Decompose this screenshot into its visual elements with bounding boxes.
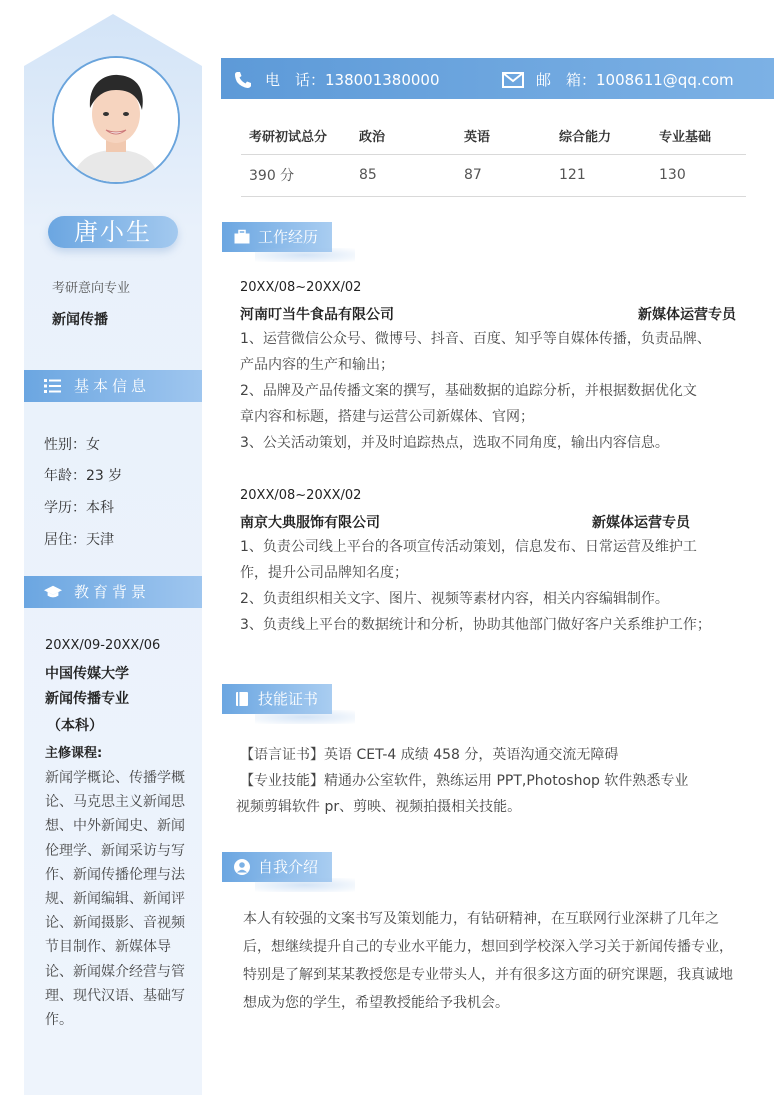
self-introduction: 本人有较强的文案书写及策划能力，有钻研精神，在互联网行业深耕了几年之后，想继续提升自己的专业水平能力，想回到学校深入学习关于新闻传播专业，特别是了解到某某教授您是专业带头人，并有很多这方面的研究课题，我真诚地想成为您的学生，希望教授能给予我机会。	[243, 911, 733, 1011]
score-header: 综合能力	[551, 117, 651, 154]
info-age: 年龄：23 岁	[44, 468, 123, 484]
job-line: 作，提升公司品牌知名度；	[240, 565, 408, 581]
job-line: 1、运营微信公众号、微博号、抖音、百度、知乎等自媒体传播，负责品牌、	[240, 331, 711, 347]
job-description	[240, 326, 752, 456]
job-line: 3、公关活动策划，并及时追踪热点，选取不同角度，输出内容信息。	[240, 435, 669, 451]
score-table	[241, 117, 746, 197]
work-title: 工作经历	[258, 228, 319, 246]
phone-item	[233, 69, 440, 90]
basic-info-header	[24, 370, 202, 402]
score-value: 85	[351, 154, 456, 196]
score-value: 121	[551, 154, 651, 196]
avatar	[52, 56, 180, 184]
email-text: 邮 箱：1008611@qq.com	[536, 71, 734, 89]
job-line: 章内容和标题，搭建与运营公司新媒体、官网；	[240, 409, 534, 425]
score-value-row	[241, 154, 746, 196]
info-residence: 居住：天津	[44, 532, 114, 548]
course-list: 新闻学概论、传播学概论、马克思主义新闻思想、中外新闻史、新闻伦理学、新闻采访与写作、新闻传播伦理与法规、新闻编辑、新闻评论、新闻摄影、音视频节目制作、新媒体导论、新闻媒介经营与管理、现代汉语、基础写作。	[45, 770, 185, 1029]
name-badge: 唐小生	[48, 216, 178, 248]
graduation-cap-icon	[44, 584, 62, 600]
phone-icon	[233, 70, 253, 90]
header-shadow	[255, 878, 355, 892]
user-icon	[234, 859, 250, 875]
about-title: 自我介绍	[258, 858, 319, 876]
intent-value: 新闻传播	[52, 312, 108, 328]
score-value: 87	[456, 154, 551, 196]
job-position: 新媒体运营专员	[638, 307, 736, 323]
info-gender: 性别：女	[44, 437, 100, 453]
job-description	[240, 534, 752, 638]
skill-professional-cont: 视频剪辑软件 pr、剪映、视频拍摄相关技能。	[236, 799, 522, 815]
basic-info-title: 基本信息	[74, 377, 151, 395]
job-line: 2、品牌及产品传播文案的撰写，基础数据的追踪分析，并根据数据优化文	[240, 383, 697, 399]
score-header: 政治	[351, 117, 456, 154]
contact-bar	[221, 58, 774, 99]
job-date: 20XX/08~20XX/02	[240, 488, 362, 503]
score-header-row	[241, 117, 746, 154]
intent-label: 考研意向专业	[52, 281, 131, 296]
job-date: 20XX/08~20XX/02	[240, 280, 362, 295]
education-date: 20XX/09-20XX/06	[45, 638, 161, 653]
job-line: 产品内容的生产和输出；	[240, 357, 394, 373]
education-degree: （本科）	[47, 718, 103, 734]
info-education: 学历：本科	[44, 500, 114, 516]
header-shadow	[255, 248, 355, 262]
book-icon	[234, 691, 250, 707]
job-company: 南京大典服饰有限公司	[240, 515, 380, 531]
list-icon	[44, 378, 62, 394]
job-line: 3、负责线上平台的数据统计和分析，协助其他部门做好客户关系维护工作；	[240, 617, 711, 633]
phone-text: 电 话：138001380000	[265, 71, 440, 89]
job-company: 河南叮当牛食品有限公司	[240, 307, 394, 323]
skill-language: 【语言证书】英语 CET-4 成绩 458 分，英语沟通交流无障碍	[240, 747, 619, 763]
job-line: 2、负责组织相关文字、图片、视频等素材内容，相关内容编辑制作。	[240, 591, 669, 607]
education-major: 新闻传播专业	[45, 691, 129, 707]
briefcase-icon	[234, 229, 250, 245]
education-school: 中国传媒大学	[45, 666, 129, 682]
course-label: 主修课程:	[45, 746, 103, 761]
education-header	[24, 576, 202, 608]
education-title: 教育背景	[74, 583, 151, 601]
score-header: 专业基础	[651, 117, 746, 154]
score-header: 考研初试总分	[241, 117, 351, 154]
skills-title: 技能证书	[258, 690, 319, 708]
score-value: 130	[651, 154, 746, 196]
skill-professional: 【专业技能】精通办公室软件，熟练运用 PPT,Photoshop 软件熟悉专业	[240, 773, 689, 789]
portrait-image	[54, 58, 178, 182]
job-position: 新媒体运营专员	[592, 515, 690, 531]
score-header: 英语	[456, 117, 551, 154]
header-shadow	[255, 710, 355, 724]
score-value: 390 分	[241, 154, 351, 196]
email-item	[502, 69, 734, 90]
job-line: 1、负责公司线上平台的各项宣传活动策划，信息发布、日常运营及维护工	[240, 539, 697, 555]
mail-icon	[502, 72, 524, 88]
